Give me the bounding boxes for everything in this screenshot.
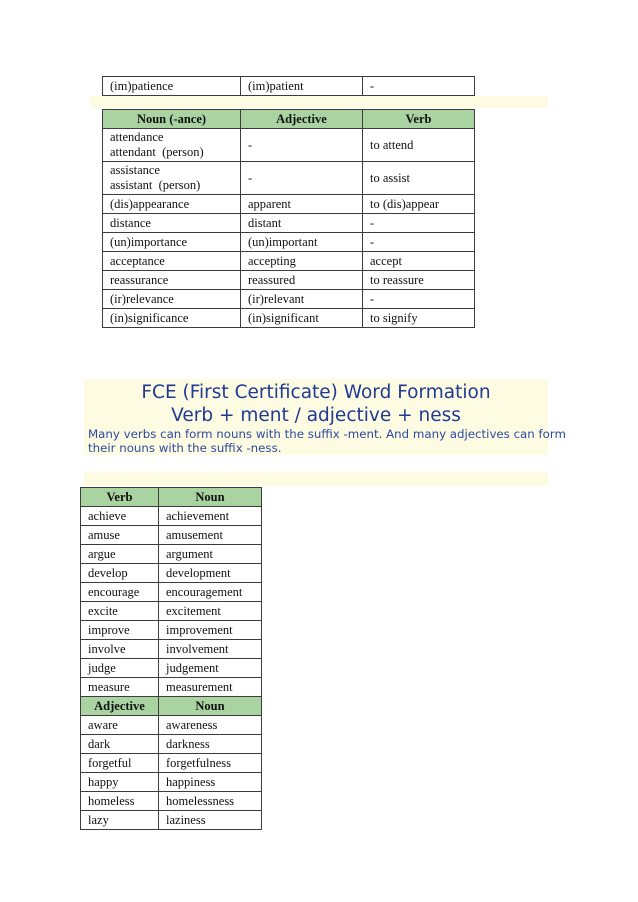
verb-cell: - bbox=[363, 233, 475, 252]
adjective-cell: accepting bbox=[241, 252, 363, 271]
noun-cell: amusement bbox=[159, 526, 262, 545]
noun-cell: reassurance bbox=[103, 271, 241, 290]
ness-header-row bbox=[81, 697, 262, 716]
intro-line: their nouns with the suffix -ness. bbox=[88, 441, 282, 455]
noun-cell: improvement bbox=[159, 621, 262, 640]
adjective-cell: (in)significant bbox=[241, 309, 363, 328]
top-row-table bbox=[102, 76, 475, 96]
band-2 bbox=[84, 472, 548, 486]
noun-cell: laziness bbox=[159, 811, 262, 830]
adjective-cell: distant bbox=[241, 214, 363, 233]
adjective-cell: forgetful bbox=[81, 754, 159, 773]
verb-cell: to assist bbox=[363, 162, 475, 195]
verb-cell: involve bbox=[81, 640, 159, 659]
noun-header: Noun (-ance) bbox=[103, 110, 241, 129]
noun-cell: (ir)relevance bbox=[103, 290, 241, 309]
verb-cell: to signify bbox=[363, 309, 475, 328]
adjective-header: Adjective bbox=[81, 697, 159, 716]
adjective-cell: - bbox=[241, 129, 363, 162]
noun-cell: distance bbox=[103, 214, 241, 233]
verb-cell: to attend bbox=[363, 129, 475, 162]
intro-line: Many verbs can form nouns with the suffix -ment. And many adjectives can form bbox=[88, 427, 567, 441]
noun-cell bbox=[103, 129, 241, 162]
verb-cell: - bbox=[363, 214, 475, 233]
table-row bbox=[103, 214, 475, 233]
table-row bbox=[103, 252, 475, 271]
adjective-cell: - bbox=[241, 162, 363, 195]
table-row bbox=[81, 602, 262, 621]
ment-ness-table bbox=[80, 487, 262, 830]
table-row bbox=[81, 735, 262, 754]
table-row bbox=[103, 129, 475, 162]
verb-cell: develop bbox=[81, 564, 159, 583]
noun-line: assistant (person) bbox=[110, 178, 201, 192]
noun-cell: happiness bbox=[159, 773, 262, 792]
noun-cell: encouragement bbox=[159, 583, 262, 602]
table-row bbox=[81, 659, 262, 678]
noun-cell: homelessness bbox=[159, 792, 262, 811]
table-row bbox=[81, 773, 262, 792]
verb-cell: measure bbox=[81, 678, 159, 697]
adjective-cell: (ir)relevant bbox=[241, 290, 363, 309]
adjective-cell: happy bbox=[81, 773, 159, 792]
ment-header-row bbox=[81, 488, 262, 507]
verb-cell: - bbox=[363, 290, 475, 309]
section-subtitle: Verb + ment / adjective + ness bbox=[171, 405, 461, 426]
noun-cell: measurement bbox=[159, 678, 262, 697]
verb-cell: accept bbox=[363, 252, 475, 271]
adjective-cell: (un)important bbox=[241, 233, 363, 252]
adjective-header: Adjective bbox=[241, 110, 363, 129]
adjective-cell: (im)patient bbox=[241, 77, 363, 96]
table-row bbox=[103, 162, 475, 195]
noun-cell: (dis)appearance bbox=[103, 195, 241, 214]
verb-cell: improve bbox=[81, 621, 159, 640]
noun-line: assistance bbox=[110, 163, 160, 177]
band-1 bbox=[90, 96, 548, 108]
table-row bbox=[81, 678, 262, 697]
table-row bbox=[103, 290, 475, 309]
adjective-cell: homeless bbox=[81, 792, 159, 811]
verb-header: Verb bbox=[81, 488, 159, 507]
noun-cell: awareness bbox=[159, 716, 262, 735]
noun-cell: excitement bbox=[159, 602, 262, 621]
table-row bbox=[81, 792, 262, 811]
noun-cell: judgement bbox=[159, 659, 262, 678]
table-row bbox=[103, 271, 475, 290]
table-row bbox=[81, 507, 262, 526]
table-row bbox=[81, 811, 262, 830]
noun-cell: acceptance bbox=[103, 252, 241, 271]
noun-cell: darkness bbox=[159, 735, 262, 754]
table-row bbox=[103, 233, 475, 252]
table-row bbox=[81, 716, 262, 735]
table-row bbox=[81, 621, 262, 640]
noun-cell: (im)patience bbox=[103, 77, 241, 96]
table-row bbox=[103, 195, 475, 214]
noun-cell: (in)significance bbox=[103, 309, 241, 328]
table-row bbox=[81, 564, 262, 583]
verb-cell: to (dis)appear bbox=[363, 195, 475, 214]
verb-cell: - bbox=[363, 77, 475, 96]
noun-line: attendance bbox=[110, 130, 164, 144]
adjective-cell: lazy bbox=[81, 811, 159, 830]
table-row bbox=[81, 754, 262, 773]
noun-cell: development bbox=[159, 564, 262, 583]
table-row bbox=[81, 583, 262, 602]
ance-header-row bbox=[103, 110, 475, 129]
verb-header: Verb bbox=[363, 110, 475, 129]
table-row bbox=[81, 640, 262, 659]
noun-cell: achievement bbox=[159, 507, 262, 526]
adjective-cell: reassured bbox=[241, 271, 363, 290]
table-row bbox=[103, 309, 475, 328]
table-row bbox=[81, 526, 262, 545]
adjective-cell: aware bbox=[81, 716, 159, 735]
verb-cell: judge bbox=[81, 659, 159, 678]
noun-cell: forgetfulness bbox=[159, 754, 262, 773]
verb-cell: to reassure bbox=[363, 271, 475, 290]
verb-cell: encourage bbox=[81, 583, 159, 602]
table-row bbox=[81, 545, 262, 564]
verb-cell: argue bbox=[81, 545, 159, 564]
noun-line: attendant (person) bbox=[110, 145, 204, 159]
verb-cell: achieve bbox=[81, 507, 159, 526]
noun-header: Noun bbox=[159, 488, 262, 507]
ance-table bbox=[102, 109, 475, 328]
noun-cell: argument bbox=[159, 545, 262, 564]
adjective-cell: dark bbox=[81, 735, 159, 754]
table-row bbox=[103, 77, 475, 96]
verb-cell: amuse bbox=[81, 526, 159, 545]
verb-cell: excite bbox=[81, 602, 159, 621]
adjective-cell: apparent bbox=[241, 195, 363, 214]
section-title: FCE (First Certificate) Word Formation bbox=[141, 382, 491, 403]
noun-header: Noun bbox=[159, 697, 262, 716]
noun-cell bbox=[103, 162, 241, 195]
noun-cell: involvement bbox=[159, 640, 262, 659]
noun-cell: (un)importance bbox=[103, 233, 241, 252]
